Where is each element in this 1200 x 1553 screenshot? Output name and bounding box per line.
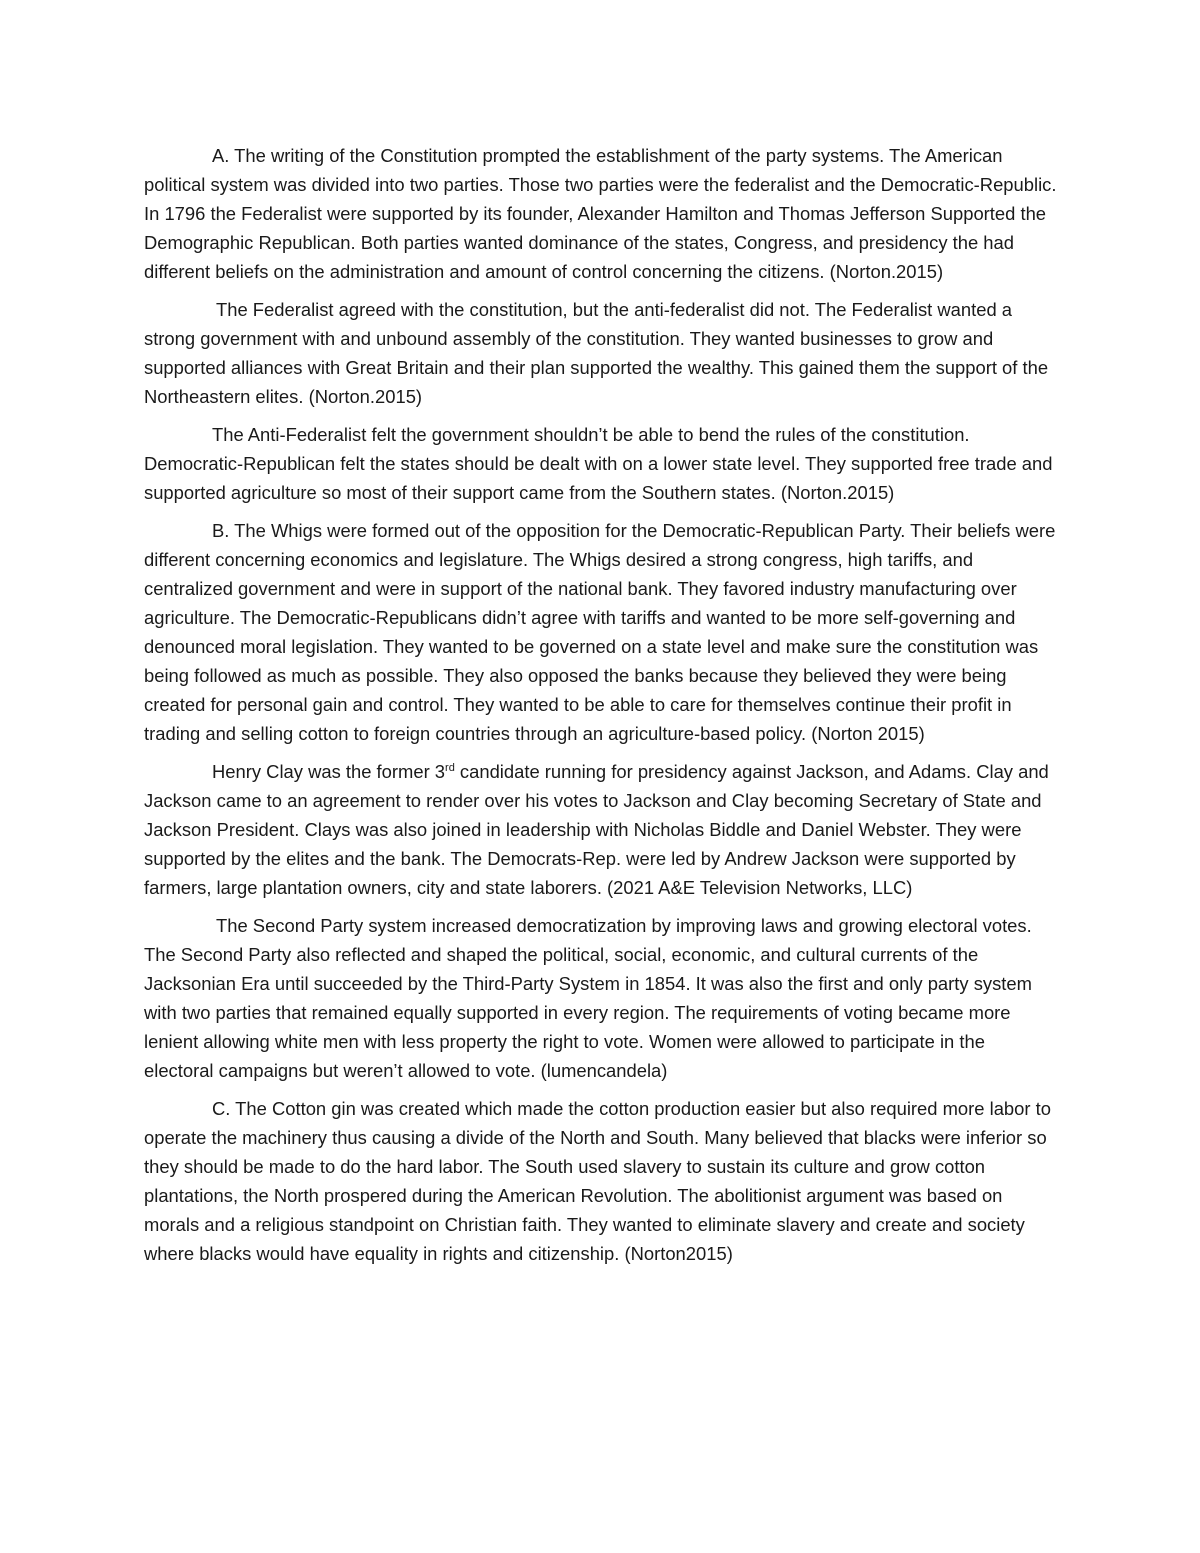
henry-clay-text-end: candidate running for presidency against Jackson, and Adams. Clay and Jackson came to an agreement to render over his votes to Jackson and Clay becoming Secretary of State and Jackson President. Clays was also joined in leadership with Nicholas Biddle and Daniel Webster. They were supported by the elites and the bank. The Democrats-Rep. were led by Andrew Jackson were supported by farmers, large plantation owners, city and state laborers. (2021 A&E Television Networks, LLC) — [144, 761, 1049, 898]
paragraph-federalist: The Federalist agreed with the constitution, but the anti-federalist did not. The Federalist wanted a strong government with and unbound assembly of the constitution. They wanted businesses to grow and supported alliances with Great Britain and their plan supported the wealthy. This gained them the support of the Northeastern elites. (Norton.2015) — [144, 299, 1049, 407]
document-body — [144, 141, 1059, 1277]
henry-clay-text-start: Henry Clay was the former 3 — [212, 761, 446, 782]
paragraph-henry-clay — [144, 757, 1059, 902]
paragraph-anti-federalist: The Anti-Federalist felt the government shouldn’t be able to bend the rules of the constitution. Democratic-Republican felt the states should be dealt with on a lower state level. They supported free trade and supported agriculture so most of their support came from the Southern states. (Norton.2015) — [144, 424, 1053, 503]
paragraph-c-cotton-gin: C. The Cotton gin was created which made the cotton production easier but also required more labor to operate the machinery thus causing a divide of the North and South. Many believed that blacks were inferior so they should be made to do the hard labor. The South used slavery to sustain its culture and grow cotton plantations, the North prospered during the American Revolution. The abolitionist argument was based on morals and a religious standpoint on Christian faith. They wanted to eliminate slavery and create and society where blacks would have equality in rights and citizenship. (Norton2015) — [144, 1098, 1051, 1264]
paragraph-a-constitution: A. The writing of the Constitution prompted the establishment of the party systems. The American political system was divided into two parties. Those two parties were the federalist and the Democratic-Republic. In 1796 the Federalist were supported by its founder, Alexander Hamilton and Thomas Jefferson Supported the Demographic Republican. Both parties wanted dominance of the states, Congress, and presidency the had different beliefs on the administration and amount of control concerning the citizens. (Norton.2015) — [144, 145, 1057, 282]
paragraph-second-party-system: The Second Party system increased democratization by improving laws and growing electoral votes. The Second Party also reflected and shaped the political, social, economic, and cultural currents of the Jacksonian Era until succeeded by the Third-Party System in 1854. It was also the first and only party system with two parties that remained equally supported in every region. The requirements of voting became more lenient allowing white men with less property the right to vote. Women were allowed to participate in the electoral campaigns but weren’t allowed to vote. (lumencandela) — [144, 915, 1032, 1081]
paragraph-b-whigs: B. The Whigs were formed out of the opposition for the Democratic-Republican Party. Their beliefs were different concerning economics and legislature. The Whigs desired a strong congress, high tariffs, and centralized government and were in support of the national bank. They favored industry manufacturing over agriculture. The Democratic-Republicans didn’t agree with tariffs and wanted to be more self-governing and denounced moral legislation. They wanted to be governed on a state level and make sure the constitution was being followed as much as possible. They also opposed the banks because they believed they were being created for personal gain and control. They wanted to be able to care for themselves continue their profit in trading and selling cotton to foreign countries through an agriculture-based policy. (Norton 2015) — [144, 520, 1056, 744]
ordinal-superscript: rd — [445, 762, 455, 774]
